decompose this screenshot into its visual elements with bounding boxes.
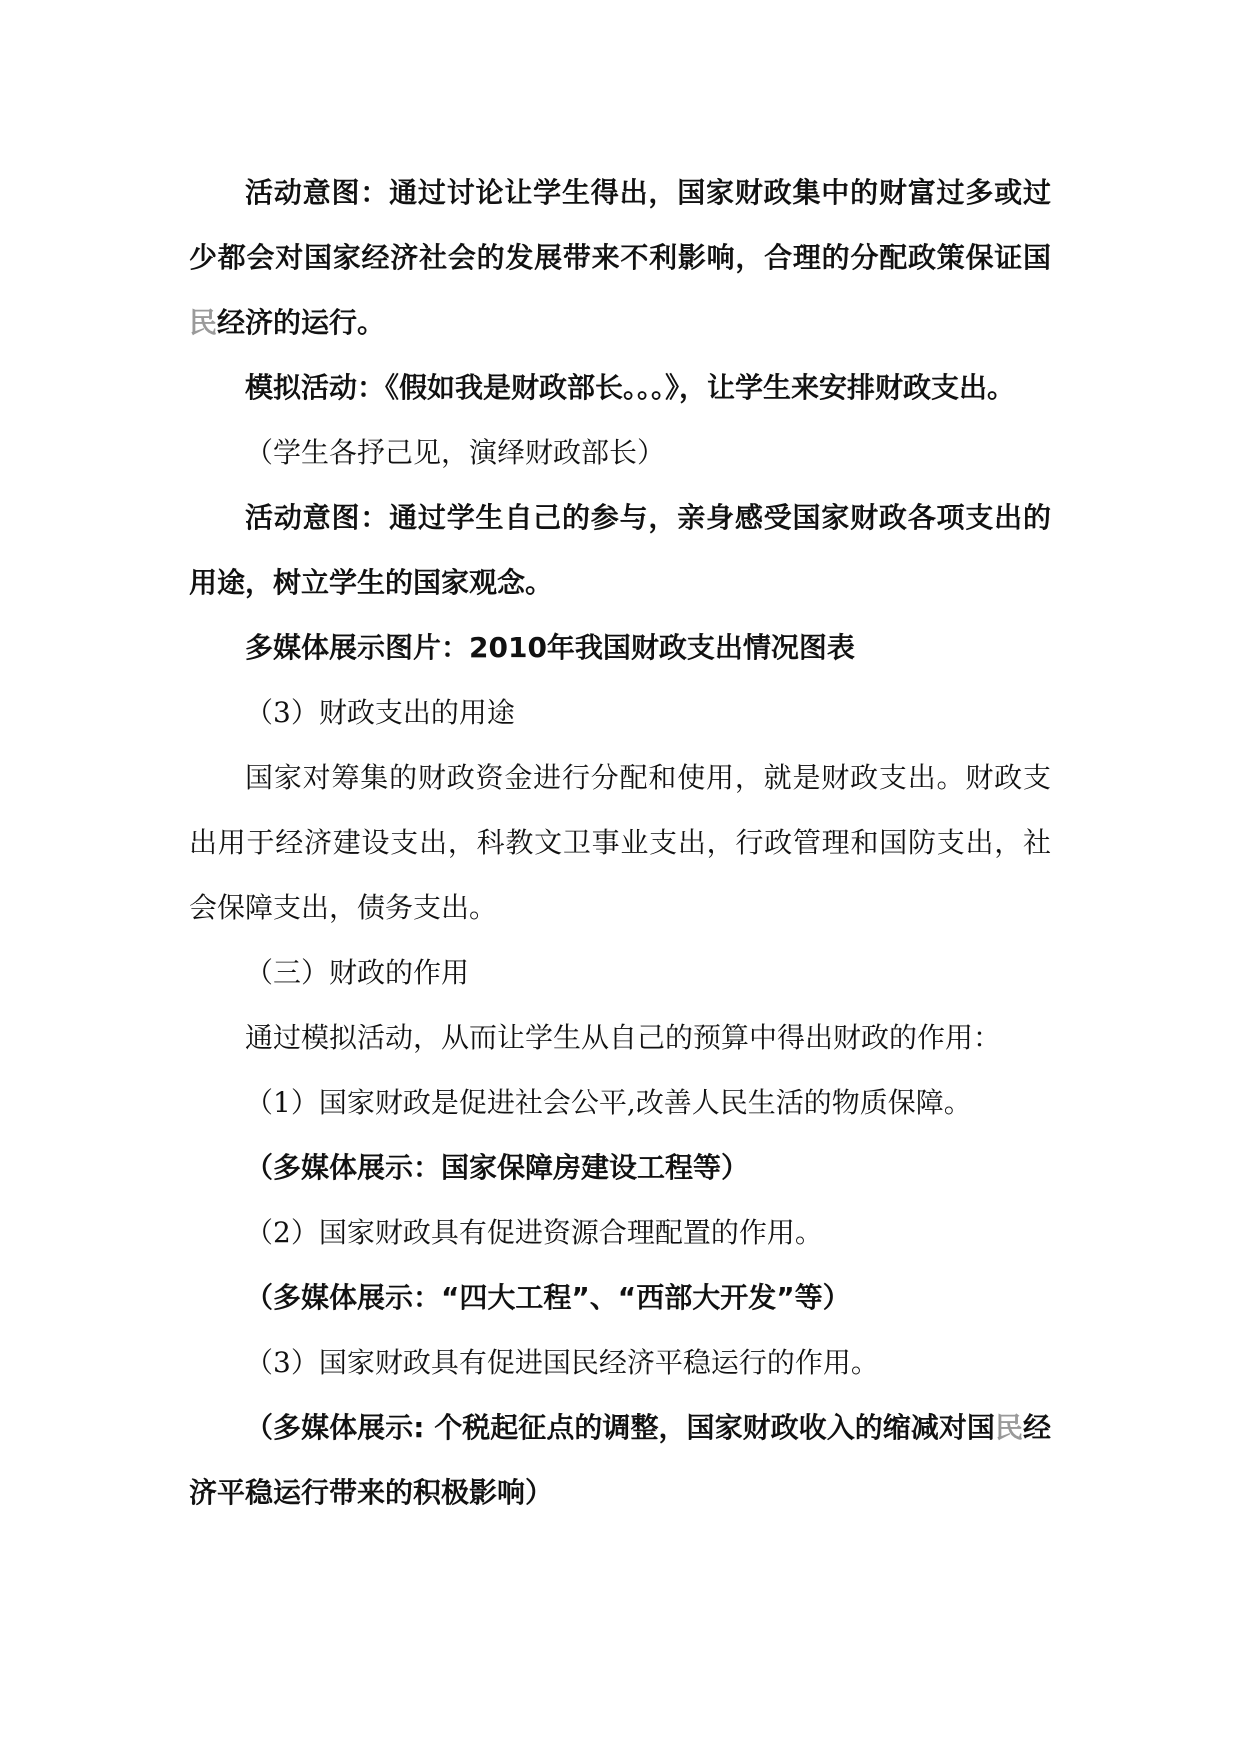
- text-segment: （2）国家财政具有促进资源合理配置的作用。: [245, 1216, 823, 1249]
- text-segment: （3）财政支出的用途: [245, 696, 515, 729]
- text-segment: （多媒体展示：“四大工程”、“西部大开发”等）: [245, 1281, 851, 1314]
- text-segment: 国家对筹集的财政资金进行分配和使用，就是财政支出。财政支出用于经济建设支出，科教文卫事业支出，行政管理和国防支出，社会保障支出，债务支出。: [189, 761, 1051, 924]
- text-segment: （学生各抒己见，演绎财政部长）: [245, 436, 666, 469]
- text-segment: 活动意图：通过讨论让学生得出，国家财政集中的财富过多或过少都会对国家经济社会的发展带来不利影响，合理的分配政策保证国: [189, 176, 1051, 274]
- text-segment: 经济的运行。: [217, 306, 386, 339]
- paragraph-role-intro: [189, 1005, 1051, 1070]
- paragraph-multimedia-chart: [189, 615, 1051, 680]
- paragraph-role-2: [189, 1200, 1051, 1265]
- text-segment: 多媒体展示图片：2010年我国财政支出情况图表: [245, 631, 855, 664]
- paragraph-activity-intent-2: [189, 485, 1051, 615]
- text-segment: 经济平稳运行带来的积极影响）: [189, 1411, 1051, 1509]
- paragraph-students-note: [189, 420, 1051, 485]
- text-segment: （3）国家财政具有促进国民经济平稳运行的作用。: [245, 1346, 879, 1379]
- heading-finance-role: [189, 940, 1051, 1005]
- paragraph-expenditure-definition: [189, 745, 1051, 940]
- paragraph-simulation-activity: [189, 355, 1051, 420]
- paragraph-media-2: [189, 1265, 1051, 1330]
- highlighted-char: 民: [994, 1411, 1023, 1444]
- paragraph-media-3: [189, 1395, 1051, 1525]
- text-segment: 通过模拟活动，从而让学生从自己的预算中得出财政的作用：: [245, 1021, 1002, 1054]
- text-segment: （1）国家财政是促进社会公平,改善人民生活的物质保障。: [245, 1086, 972, 1119]
- highlighted-char: 民: [189, 306, 218, 339]
- text-segment: （多媒体展示: 个税起征点的调整，国家财政收入的缩减对国: [245, 1411, 995, 1444]
- paragraph-media-1: [189, 1135, 1051, 1200]
- heading-expenditure-use: [189, 680, 1051, 745]
- text-segment: （三）财政的作用: [245, 956, 470, 989]
- paragraph-activity-intent-1: [189, 160, 1051, 355]
- text-segment: 活动意图：通过学生自己的参与，亲身感受国家财政各项支出的用途，树立学生的国家观念。: [189, 501, 1051, 599]
- paragraph-role-1: [189, 1070, 1051, 1135]
- text-segment: （多媒体展示：国家保障房建设工程等）: [245, 1151, 750, 1184]
- page-body: [189, 160, 1051, 1525]
- paragraph-role-3: [189, 1330, 1051, 1395]
- text-segment: 模拟活动：《假如我是财政部长。。。》，让学生来安排财政支出。: [245, 371, 1016, 404]
